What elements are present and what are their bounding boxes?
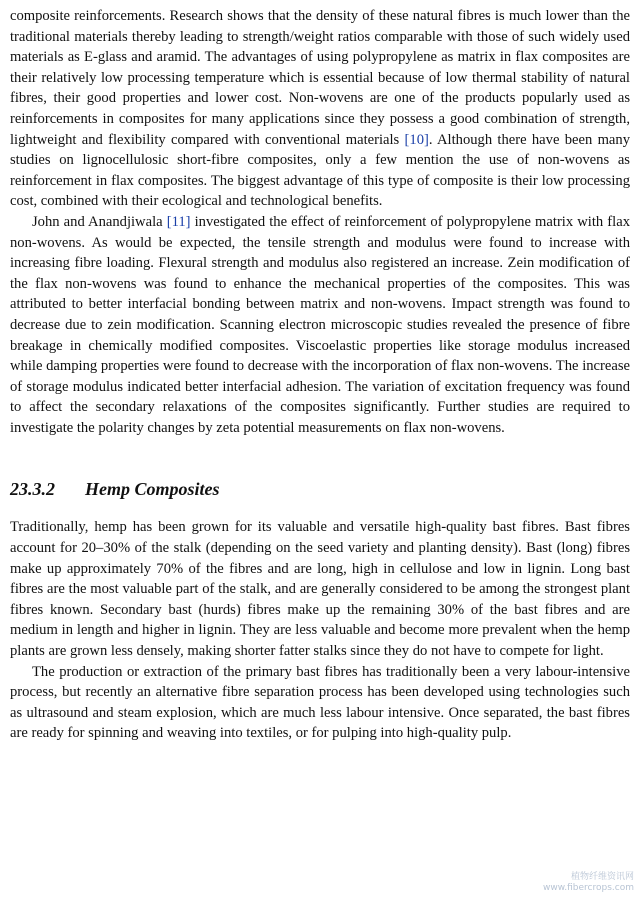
body-paragraph xyxy=(10,6,630,212)
paragraph-text: John and Anandjiwala xyxy=(32,213,167,230)
body-paragraph: The production or extraction of the primary bast fibres has traditionally been a very labour-intensive process, but recently an alternative fibre separation process has been developed using technologies such as ultrasound and steam explosion, which are much less labour intensive. Once separated, the bast fibres are ready for spinning and weaving into textiles, or for pulping into high-quality pulp. xyxy=(10,663,630,742)
paragraph-text: investigated the effect of reinforcement of polypropylene matrix with flax non-wovens. As would be expected, the tensile strength and modulus were found to increase with increasing fibre loading. Flexural strength and modulus also registered an increase. Zein modification of the flax non-wovens was found to enhance the mechanical properties of the composites. This was attributed to better interfacial bonding between matrix and non-wovens. Impact strength was found to decrease due to zein modification. Scanning electron microscopic studies revealed the presence of fibre breakage in chemically modified composites. Viscoelastic properties like storage modulus increased while damping properties were found to decrease with the incorporation of flax non-wovens. The increase of storage modulus indicated better interfacial adhesion. The variation of excitation frequency was found to affect the secondary relaxations of the composites significantly. Further studies are required to investigate the polarity changes by zeta potential measurements on flax non-wovens. xyxy=(10,213,630,436)
citation-link[interactable]: [11] xyxy=(166,213,191,230)
document-page xyxy=(10,6,630,744)
section-number: 23.3.2 xyxy=(10,479,55,500)
section-title: Hemp Composites xyxy=(85,479,220,500)
paragraph-text: . Although there have been many studies on lignocellulosic short-fibre composites, only a few mention the use of non-wovens as reinforcement in flax composites. The biggest advantage of this type of composite is their low processing cost, combined with their ecological and technological benefits. xyxy=(10,131,630,210)
body-paragraph: Traditionally, hemp has been grown for its valuable and versatile high-quality bast fibres. Bast fibres account for 20–30% of the stalk (depending on the seed variety and planting density). Bast (long) fibres make up approximately 70% of the fibres and are long, high in cellulose and low in lignin. Long bast fibres are the most valuable part of the stalk, and are generally considered to be among the strongest plant fibres known. Secondary bast (hurds) fibres make up the remaining 30% of the bast fibres and are medium in length and higher in lignin. They are less valuable and become more prevalent when the hemp plants are grown less densely, making shorter fatter stalks since they do not have to compete for light. xyxy=(10,519,630,660)
section-heading xyxy=(10,477,630,501)
citation-link[interactable]: [10] xyxy=(404,131,429,148)
paragraph-text: composite reinforcements. Research shows that the density of these natural fibres is much lower than the traditional materials thereby leading to strength/weight ratios comparable with those of such widely used materials as E-glass and aramid. The advantages of using polypropylene as matrix in flax composites are their relatively low processing temperature which is essential because of low thermal stability of natural fibres, their good properties and lower cost. Non-wovens are one of the products popularly used as reinforcements in composites for many applications since they possess a good combination of strength, lightweight and flexibility compared with conventional materials xyxy=(10,8,630,148)
body-paragraph xyxy=(10,212,630,439)
watermark-logo: 植物纤维资讯网 www.fibercrops.com xyxy=(543,872,634,893)
